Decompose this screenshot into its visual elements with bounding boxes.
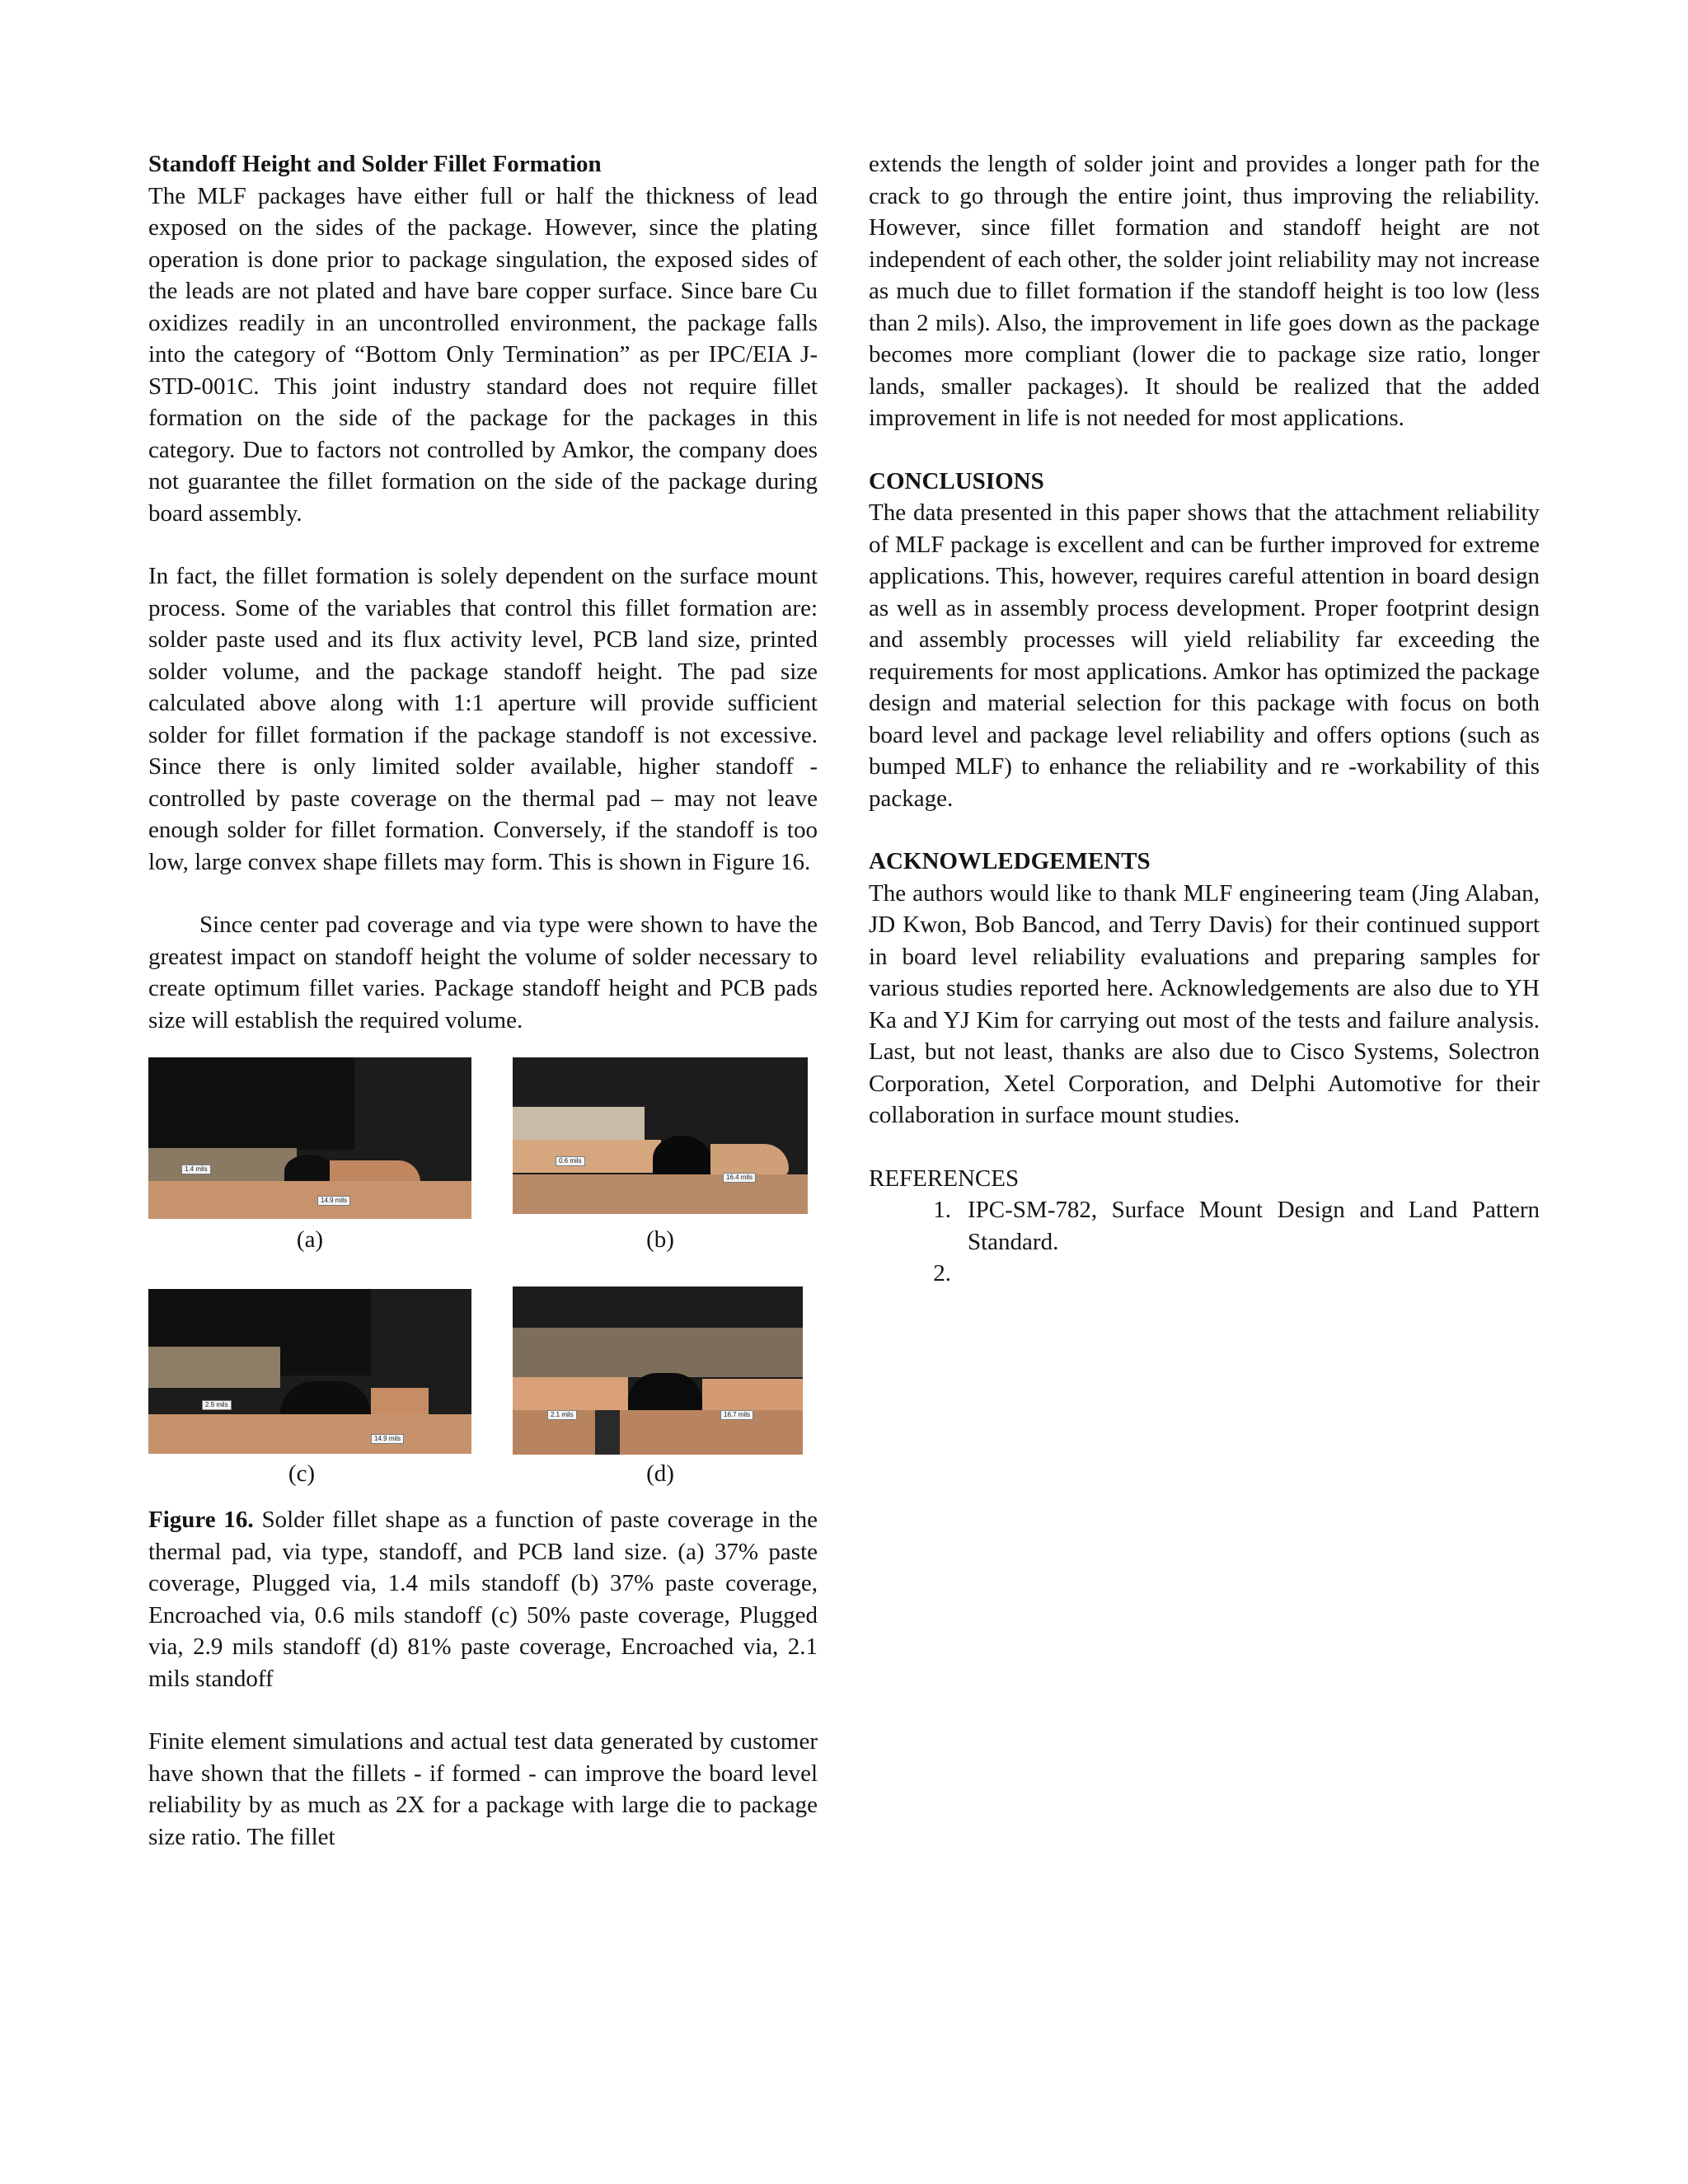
paragraph-mlf-packages: The MLF packages have either full or half the thickness of lead exposed on the sides of the package. However, since the plating operation is done prior to package singulation, the exposed sides of the leads are not plated and have bare copper surface. Since bare Cu oxidizes readily in an uncontrolled environment, the package falls into the category of “Bottom Only Termination” as per IPC/EIA J-STD-001C. This joint industry standard does not require fillet formation on the side of the package for the packages in this category. Due to factors not controlled by Amkor, the company does not guarantee the fillet formation on the side of the package during board assembly. (148, 182, 818, 527)
figure-16-caption (148, 1504, 818, 1694)
figure-16-panels (148, 1057, 818, 1486)
figure-panel-b-label: (b) (646, 1226, 674, 1253)
panel-c-land-tag: 14.9 mils (371, 1434, 404, 1444)
references-list (869, 1194, 1540, 1290)
panel-c-standoff-tag: 2.9 mils (202, 1400, 232, 1410)
reference-text: IPC-SM-782, Surface Mount Design and Land Pattern Standard. (968, 1197, 1540, 1255)
panel-d-standoff-tag: 2.1 mils (547, 1410, 577, 1420)
figure-panel-b-photo (513, 1057, 808, 1214)
figure-caption-label: Figure 16. (148, 1507, 254, 1533)
paragraph-fillet-formation: In fact, the fillet formation is solely dependent on the surface mount process. Some of the variables that control this fillet formation are: solder paste used and its flux activity level, PCB land size, printed solder volume, and the package standoff height. The pad size calculated above along with 1:1 aperture will provide sufficient solder for fillet formation if the package standoff is not excessive. Since there is only limited solder available, higher standoff - controlled by paste coverage on the thermal pad – may not leave enough solder for fillet formation. Conversely, if the standoff is too low, large convex shape fillets may form. This is shown in Figure 16. (148, 563, 818, 875)
panel-a-land-tag: 14.9 mils (317, 1196, 350, 1206)
reference-number: 1. (933, 1197, 951, 1223)
figure-caption-text: Solder fillet shape as a function of paste coverage in the thermal pad, via type, standoff, and PCB land size. (a) 37% paste coverage, Plugged via, 1.4 mils standoff (b) 37% paste coverage, Encroached via, 0.6 mils standoff (c) 50% paste coverage, Plugged via, 2.9 mils standoff (d) 81% paste coverage, Encroached via, 2.1 mils standoff (148, 1507, 818, 1692)
references-heading: REFERENCES (869, 1165, 1020, 1192)
paragraph-continued: extends the length of solder joint and provides a longer path for the crack to go through the entire joint, thus improving the reliability. However, since fillet formation and standoff height are not independent of each other, the solder joint reliability may not increase as much due to fillet formation if the standoff height is too low (less than 2 mils). Also, the improvement in life goes down as the package becomes more compliant (lower die to package size ratio, longer lands, smaller packages). It should be realized that the added improvement in life is not needed for most applications. (869, 151, 1540, 431)
acknowledgements-text: The authors would like to thank MLF engineering team (Jing Alaban, JD Kwon, Bob Bancod, and Terry Davis) for their continued support in board level reliability evaluations and preparing samples for various studies reported here. Acknowledgements are also due to YH Ka and YJ Kim for carrying out most of the tests and failure analysis. Last, but not least, thanks are also due to Cisco Systems, Solectron Corporation, Xetel Corporation, and Delphi Automotive for their collaboration in surface mount studies. (869, 879, 1540, 1128)
panel-a-standoff-tag: 1.4 mils (181, 1165, 211, 1174)
paragraph-finite-element: Finite element simulations and actual test data generated by customer have shown that the fillets - if formed - can improve the board level reliability by as much as 2X for a package with large die to package size ratio. The fillet (148, 1728, 818, 1850)
reference-number: 2. (933, 1260, 951, 1286)
figure-panel-d-label: (d) (646, 1460, 674, 1487)
panel-b-standoff-tag: 0.6 mils (556, 1156, 585, 1166)
figure-panel-d-photo (513, 1286, 803, 1455)
right-column (869, 148, 1540, 1290)
paragraph-center-pad-coverage: Since center pad coverage and via type were shown to have the greatest impact on standoff height the volume of solder necessary to create optimum fillet varies. Package standoff height and PCB pads size will establish the required volume. (148, 912, 818, 1033)
conclusions-heading: CONCLUSIONS (869, 467, 1044, 494)
conclusions-text: The data presented in this paper shows that the attachment reliability of MLF package is excellent and can be further improved for extreme applications. This, however, requires careful attention in board design as well as in assembly process development. Proper footprint design and assembly processes will yield reliability far exceeding the requirements for most applications. Amkor has optimized the package design and material selection for this package with focus on both board level and package level reliability and offers options (such as bumped MLF) to enhance the reliability and re -workability of this package. (869, 499, 1540, 812)
figure-panel-c-label: (c) (288, 1460, 316, 1487)
reference-item (869, 1258, 1540, 1290)
panel-b-land-tag: 16.4 mils (723, 1173, 756, 1183)
reference-item (869, 1194, 1540, 1258)
figure-panel-a-label: (a) (296, 1226, 324, 1253)
panel-d-land-tag: 16.7 mils (720, 1410, 753, 1420)
figure-panel-a-photo (148, 1057, 471, 1219)
reference-text (968, 1258, 1540, 1290)
figure-panel-c-photo (148, 1289, 471, 1454)
section-title: Standoff Height and Solder Fillet Formation (148, 151, 602, 177)
acknowledgements-heading: ACKNOWLEDGEMENTS (869, 848, 1151, 874)
left-column (148, 148, 818, 1853)
